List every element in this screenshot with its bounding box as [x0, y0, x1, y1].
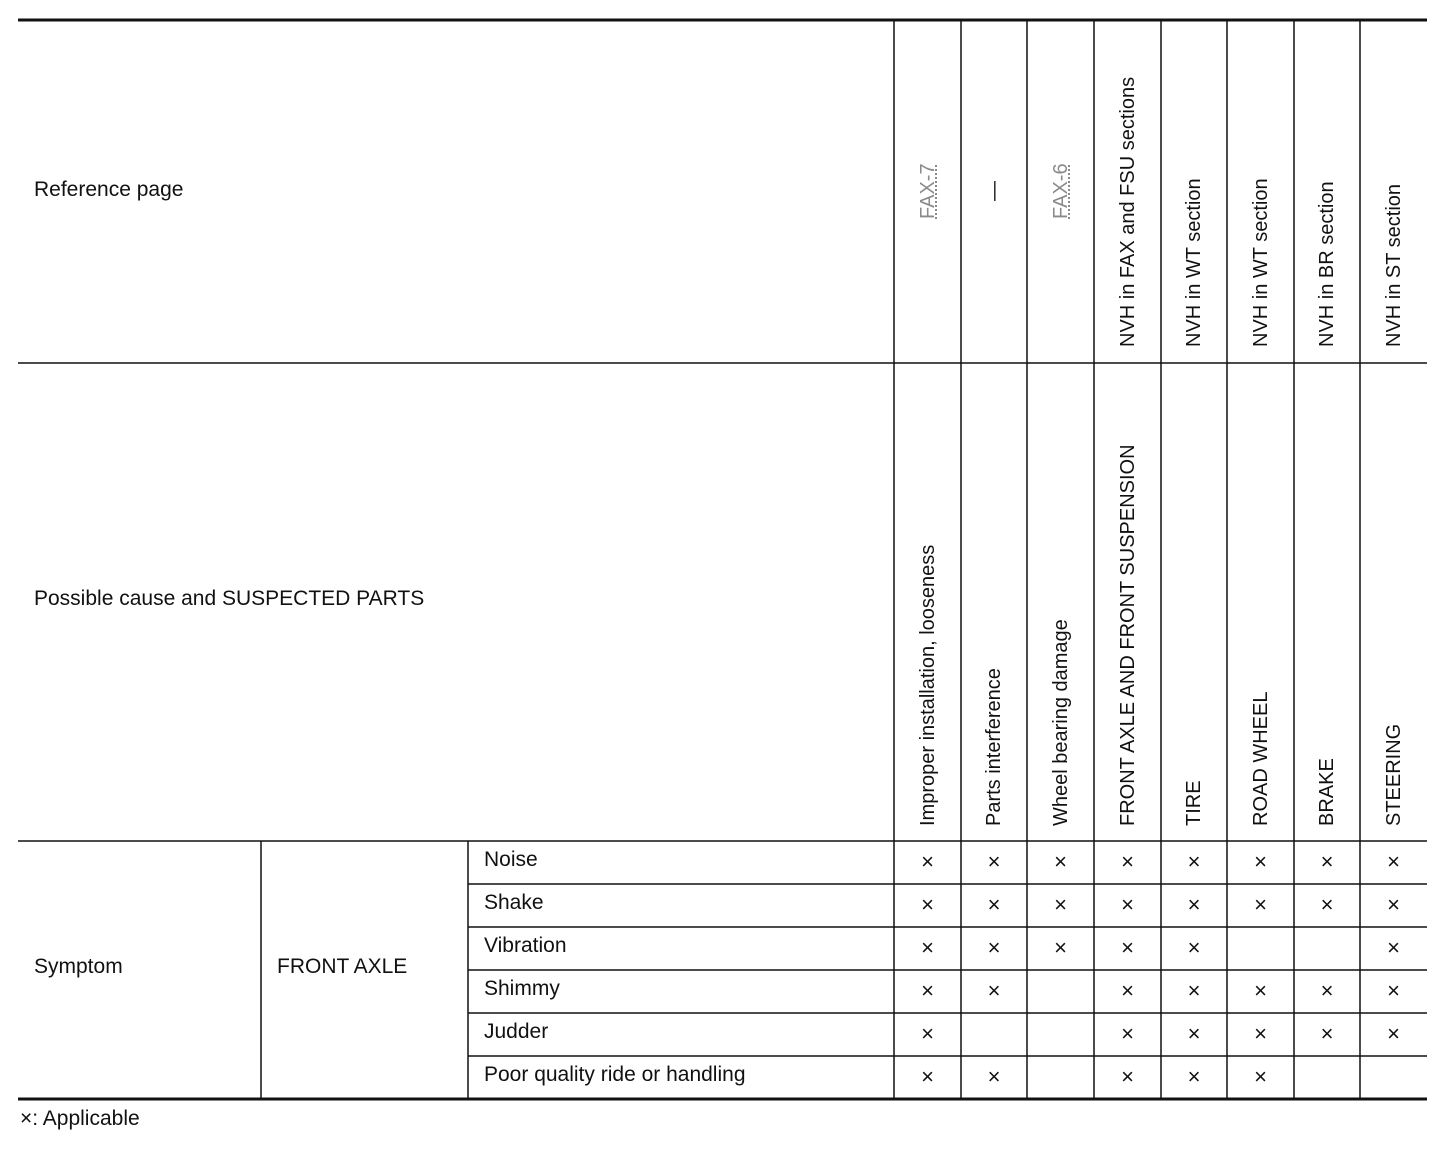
applicable-mark: × [1387, 935, 1400, 960]
applicable-mark: × [987, 978, 1001, 1003]
suspected-part-1: Improper installation, looseness [916, 544, 939, 826]
applicable-mark: × [1387, 892, 1400, 917]
reference-1[interactable]: FAX-7 [916, 163, 939, 219]
applicable-mark: × [1121, 935, 1134, 960]
applicable-mark: × [987, 849, 1001, 874]
applicable-mark: × [1387, 849, 1400, 874]
applicable-mark: × [1387, 1021, 1400, 1046]
suspected-part-5: TIRE [1183, 780, 1205, 826]
applicable-mark: × [921, 935, 934, 960]
applicable-mark: × [1320, 849, 1334, 874]
applicable-footnote: ×: Applicable [20, 1107, 140, 1130]
reference-4: NVH in FAX and FSU sections [1116, 76, 1139, 347]
suspected-part-4: FRONT AXLE AND FRONT SUSPENSION [1116, 444, 1139, 826]
applicable-mark: × [921, 892, 934, 917]
applicable-mark: × [1387, 978, 1400, 1003]
suspected-part-7: BRAKE [1316, 758, 1338, 826]
symptom-label: Symptom [34, 955, 123, 978]
reference-page-label: Reference page [34, 178, 184, 201]
suspected-part-3: Wheel bearing damage [1049, 619, 1072, 826]
applicable-mark: × [987, 1064, 1001, 1089]
applicable-mark: × [1254, 849, 1267, 874]
suspected-part-8: STEERING [1382, 723, 1405, 826]
applicable-mark: × [1254, 892, 1267, 917]
symptom-row-4: Shimmy [484, 977, 560, 1000]
applicable-mark: × [1121, 1021, 1134, 1046]
applicable-mark: × [1054, 849, 1067, 874]
applicable-mark: × [1254, 1064, 1267, 1089]
symptom-row-3: Vibration [484, 934, 567, 957]
applicable-mark: × [1054, 935, 1067, 960]
suspected-part-6: ROAD WHEEL [1249, 691, 1272, 826]
symptom-row-2: Shake [484, 891, 544, 914]
possible-cause-label: Possible cause and SUSPECTED PARTS [34, 587, 425, 610]
applicable-mark: × [1187, 935, 1201, 960]
applicable-mark: × [1254, 1021, 1267, 1046]
applicable-mark: × [1187, 849, 1201, 874]
applicable-mark: × [1054, 892, 1067, 917]
applicable-mark: × [921, 978, 934, 1003]
applicable-mark: × [1187, 1021, 1201, 1046]
applicable-mark: × [1320, 892, 1334, 917]
applicable-mark: × [1121, 978, 1134, 1003]
applicable-mark: × [987, 892, 1001, 917]
symptom-group-label: FRONT AXLE [277, 955, 408, 978]
applicable-mark: × [1320, 1021, 1334, 1046]
applicable-mark: × [921, 1064, 934, 1089]
applicable-mark: × [1187, 978, 1201, 1003]
symptom-row-6: Poor quality ride or handling [484, 1063, 746, 1086]
applicable-mark: × [1121, 1064, 1134, 1089]
reference-3[interactable]: FAX-6 [1049, 163, 1072, 219]
symptom-row-5: Judder [484, 1020, 549, 1043]
suspected-part-2: Parts interference [983, 668, 1005, 826]
applicable-mark: × [987, 935, 1001, 960]
applicable-mark: × [1121, 849, 1134, 874]
applicable-mark: × [1187, 1064, 1201, 1089]
applicable-mark: × [1121, 892, 1134, 917]
applicable-mark: × [921, 849, 934, 874]
reference-7: NVH in BR section [1316, 181, 1338, 347]
applicable-mark: × [921, 1021, 934, 1046]
reference-8: NVH in ST section [1382, 183, 1405, 347]
applicable-mark: × [1254, 978, 1267, 1003]
applicable-mark: × [1187, 892, 1201, 917]
applicable-mark: × [1320, 978, 1334, 1003]
symptom-row-1: Noise [484, 848, 538, 871]
reference-5: NVH in WT section [1183, 178, 1205, 347]
reference-2: — [983, 181, 1005, 201]
reference-6: NVH in WT section [1249, 178, 1272, 347]
